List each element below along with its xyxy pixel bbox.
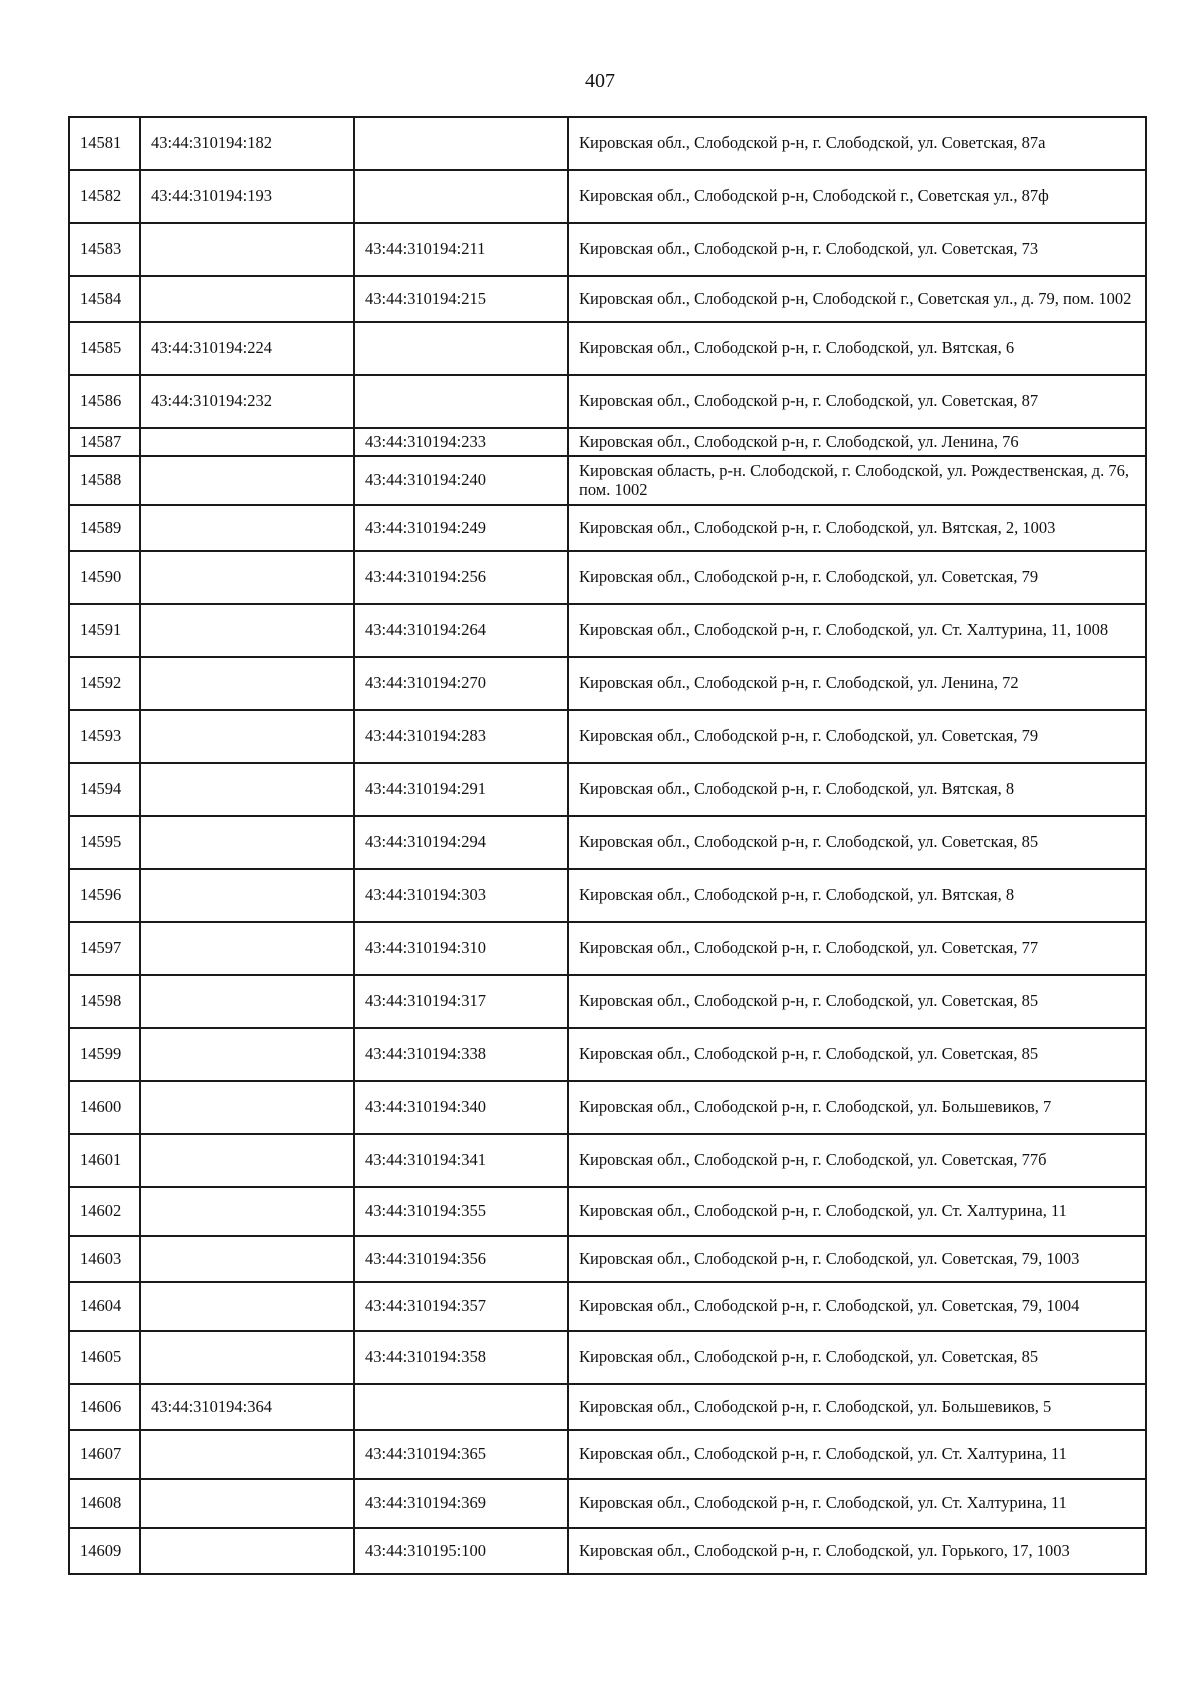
table-row [69, 1384, 1146, 1430]
row-number-cell: 14609 [69, 1528, 140, 1574]
row-number-cell: 14606 [69, 1384, 140, 1430]
address-cell: Кировская обл., Слободской р-н, г. Слободской, ул. Ленина, 72 [568, 657, 1146, 710]
row-number-cell: 14598 [69, 975, 140, 1028]
object-cadastral-number-cell [354, 170, 568, 223]
cadastral-number-cell: 43:44:310194:182 [140, 117, 354, 170]
table-row [69, 604, 1146, 657]
object-cadastral-number-cell: 43:44:310194:365 [354, 1430, 568, 1479]
cadastral-number-cell [140, 816, 354, 869]
table-row [69, 975, 1146, 1028]
address-cell: Кировская обл., Слободской р-н, г. Слободской, ул. Ст. Халтурина, 11, 1008 [568, 604, 1146, 657]
object-cadastral-number-cell: 43:44:310194:358 [354, 1331, 568, 1384]
row-number-cell: 14599 [69, 1028, 140, 1081]
address-cell: Кировская обл., Слободской р-н, г. Слободской, ул. Вятская, 6 [568, 322, 1146, 375]
row-number-cell: 14602 [69, 1187, 140, 1236]
address-cell: Кировская обл., Слободской р-н, г. Слободской, ул. Советская, 79 [568, 551, 1146, 604]
row-number-cell: 14594 [69, 763, 140, 816]
table-row [69, 223, 1146, 276]
row-number-cell: 14583 [69, 223, 140, 276]
row-number-cell: 14596 [69, 869, 140, 922]
object-cadastral-number-cell: 43:44:310194:317 [354, 975, 568, 1028]
table-row [69, 1528, 1146, 1574]
table-row [69, 276, 1146, 322]
row-number-cell: 14590 [69, 551, 140, 604]
cadastral-number-cell [140, 276, 354, 322]
cadastral-number-cell [140, 1187, 354, 1236]
object-cadastral-number-cell [354, 1384, 568, 1430]
table-row [69, 456, 1146, 505]
cadastral-number-cell: 43:44:310194:364 [140, 1384, 354, 1430]
row-number-cell: 14584 [69, 276, 140, 322]
cadastral-number-cell [140, 763, 354, 816]
object-cadastral-number-cell: 43:44:310194:233 [354, 428, 568, 456]
address-cell: Кировская обл., Слободской р-н, г. Слободской, ул. Вятская, 2, 1003 [568, 505, 1146, 551]
object-cadastral-number-cell: 43:44:310194:249 [354, 505, 568, 551]
cadastral-number-cell [140, 223, 354, 276]
address-cell: Кировская обл., Слободской р-н, г. Слободской, ул. Ст. Халтурина, 11 [568, 1430, 1146, 1479]
address-cell: Кировская обл., Слободской р-н, г. Слободской, ул. Ст. Халтурина, 11 [568, 1479, 1146, 1528]
object-cadastral-number-cell: 43:44:310194:369 [354, 1479, 568, 1528]
row-number-cell: 14603 [69, 1236, 140, 1282]
table-row [69, 117, 1146, 170]
object-cadastral-number-cell: 43:44:310194:357 [354, 1282, 568, 1331]
address-cell: Кировская область, р-н. Слободской, г. Слободской, ул. Рождественская, д. 76, пом. 1002 [568, 456, 1146, 505]
address-cell: Кировская обл., Слободской р-н, г. Слободской, ул. Ленина, 76 [568, 428, 1146, 456]
row-number-cell: 14586 [69, 375, 140, 428]
table-row [69, 1479, 1146, 1528]
cadastral-number-cell: 43:44:310194:193 [140, 170, 354, 223]
table-row [69, 1134, 1146, 1187]
object-cadastral-number-cell: 43:44:310194:338 [354, 1028, 568, 1081]
cadastral-number-cell [140, 1282, 354, 1331]
object-cadastral-number-cell: 43:44:310194:303 [354, 869, 568, 922]
address-cell: Кировская обл., Слободской р-н, г. Слободской, ул. Ст. Халтурина, 11 [568, 1187, 1146, 1236]
registry-body [69, 117, 1146, 1574]
row-number-cell: 14592 [69, 657, 140, 710]
address-cell: Кировская обл., Слободской р-н, Слободской г., Советская ул., 87ф [568, 170, 1146, 223]
table-row [69, 1331, 1146, 1384]
table-row [69, 816, 1146, 869]
address-cell: Кировская обл., Слободской р-н, г. Слободской, ул. Советская, 85 [568, 1028, 1146, 1081]
table-row [69, 922, 1146, 975]
object-cadastral-number-cell: 43:44:310194:356 [354, 1236, 568, 1282]
cadastral-number-cell: 43:44:310194:232 [140, 375, 354, 428]
object-cadastral-number-cell: 43:44:310194:240 [354, 456, 568, 505]
row-number-cell: 14581 [69, 117, 140, 170]
table-row [69, 869, 1146, 922]
row-number-cell: 14605 [69, 1331, 140, 1384]
table-row [69, 1236, 1146, 1282]
table-row [69, 710, 1146, 763]
cadastral-number-cell [140, 551, 354, 604]
row-number-cell: 14587 [69, 428, 140, 456]
address-cell: Кировская обл., Слободской р-н, г. Слободской, ул. Вятская, 8 [568, 869, 1146, 922]
cadastral-number-cell: 43:44:310194:224 [140, 322, 354, 375]
address-cell: Кировская обл., Слободской р-н, г. Слободской, ул. Большевиков, 5 [568, 1384, 1146, 1430]
object-cadastral-number-cell: 43:44:310194:310 [354, 922, 568, 975]
cadastral-number-cell [140, 1236, 354, 1282]
row-number-cell: 14591 [69, 604, 140, 657]
address-cell: Кировская обл., Слободской р-н, г. Слободской, ул. Советская, 85 [568, 816, 1146, 869]
cadastral-number-cell [140, 922, 354, 975]
address-cell: Кировская обл., Слободской р-н, г. Слободской, ул. Советская, 85 [568, 1331, 1146, 1384]
table-row [69, 551, 1146, 604]
address-cell: Кировская обл., Слободской р-н, г. Слободской, ул. Советская, 79, 1004 [568, 1282, 1146, 1331]
object-cadastral-number-cell: 43:44:310194:211 [354, 223, 568, 276]
address-cell: Кировская обл., Слободской р-н, г. Слободской, ул. Советская, 73 [568, 223, 1146, 276]
object-cadastral-number-cell [354, 117, 568, 170]
table-row [69, 1081, 1146, 1134]
row-number-cell: 14585 [69, 322, 140, 375]
address-cell: Кировская обл., Слободской р-н, г. Слободской, ул. Вятская, 8 [568, 763, 1146, 816]
row-number-cell: 14604 [69, 1282, 140, 1331]
address-cell: Кировская обл., Слободской р-н, г. Слободской, ул. Советская, 77б [568, 1134, 1146, 1187]
object-cadastral-number-cell: 43:44:310195:100 [354, 1528, 568, 1574]
cadastral-number-cell [140, 604, 354, 657]
table-row [69, 657, 1146, 710]
object-cadastral-number-cell: 43:44:310194:264 [354, 604, 568, 657]
table-row [69, 170, 1146, 223]
page-number: 407 [585, 70, 615, 92]
row-number-cell: 14597 [69, 922, 140, 975]
object-cadastral-number-cell: 43:44:310194:340 [354, 1081, 568, 1134]
table-row [69, 1028, 1146, 1081]
cadastral-number-cell [140, 1528, 354, 1574]
table-row [69, 1187, 1146, 1236]
cadastral-number-cell [140, 869, 354, 922]
address-cell: Кировская обл., Слободской р-н, Слободской г., Советская ул., д. 79, пом. 1002 [568, 276, 1146, 322]
address-cell: Кировская обл., Слободской р-н, г. Слободской, ул. Большевиков, 7 [568, 1081, 1146, 1134]
row-number-cell: 14607 [69, 1430, 140, 1479]
row-number-cell: 14588 [69, 456, 140, 505]
row-number-cell: 14582 [69, 170, 140, 223]
object-cadastral-number-cell: 43:44:310194:283 [354, 710, 568, 763]
object-cadastral-number-cell [354, 322, 568, 375]
row-number-cell: 14608 [69, 1479, 140, 1528]
row-number-cell: 14593 [69, 710, 140, 763]
table-row [69, 505, 1146, 551]
address-cell: Кировская обл., Слободской р-н, г. Слободской, ул. Советская, 79 [568, 710, 1146, 763]
cadastral-number-cell [140, 428, 354, 456]
row-number-cell: 14589 [69, 505, 140, 551]
table-row [69, 1430, 1146, 1479]
cadastral-number-cell [140, 1028, 354, 1081]
cadastral-number-cell [140, 1134, 354, 1187]
address-cell: Кировская обл., Слободской р-н, г. Слободской, ул. Советская, 87а [568, 117, 1146, 170]
address-cell: Кировская обл., Слободской р-н, г. Слободской, ул. Советская, 87 [568, 375, 1146, 428]
object-cadastral-number-cell: 43:44:310194:294 [354, 816, 568, 869]
cadastral-number-cell [140, 975, 354, 1028]
row-number-cell: 14600 [69, 1081, 140, 1134]
cadastral-number-cell [140, 1081, 354, 1134]
address-cell: Кировская обл., Слободской р-н, г. Слободской, ул. Советская, 79, 1003 [568, 1236, 1146, 1282]
table-row [69, 375, 1146, 428]
cadastral-number-cell [140, 456, 354, 505]
object-cadastral-number-cell: 43:44:310194:291 [354, 763, 568, 816]
object-cadastral-number-cell: 43:44:310194:215 [354, 276, 568, 322]
object-cadastral-number-cell [354, 375, 568, 428]
object-cadastral-number-cell: 43:44:310194:341 [354, 1134, 568, 1187]
cadastral-number-cell [140, 657, 354, 710]
row-number-cell: 14595 [69, 816, 140, 869]
object-cadastral-number-cell: 43:44:310194:355 [354, 1187, 568, 1236]
table-row [69, 322, 1146, 375]
address-cell: Кировская обл., Слободской р-н, г. Слободской, ул. Горького, 17, 1003 [568, 1528, 1146, 1574]
address-cell: Кировская обл., Слободской р-н, г. Слободской, ул. Советская, 77 [568, 922, 1146, 975]
object-cadastral-number-cell: 43:44:310194:256 [354, 551, 568, 604]
cadastral-number-cell [140, 1479, 354, 1528]
table-row [69, 428, 1146, 456]
address-cell: Кировская обл., Слободской р-н, г. Слободской, ул. Советская, 85 [568, 975, 1146, 1028]
table-row [69, 1282, 1146, 1331]
cadastral-number-cell [140, 1430, 354, 1479]
cadastral-number-cell [140, 505, 354, 551]
cadastral-number-cell [140, 710, 354, 763]
object-cadastral-number-cell: 43:44:310194:270 [354, 657, 568, 710]
table-row [69, 763, 1146, 816]
registry-table [68, 116, 1147, 1575]
cadastral-number-cell [140, 1331, 354, 1384]
row-number-cell: 14601 [69, 1134, 140, 1187]
